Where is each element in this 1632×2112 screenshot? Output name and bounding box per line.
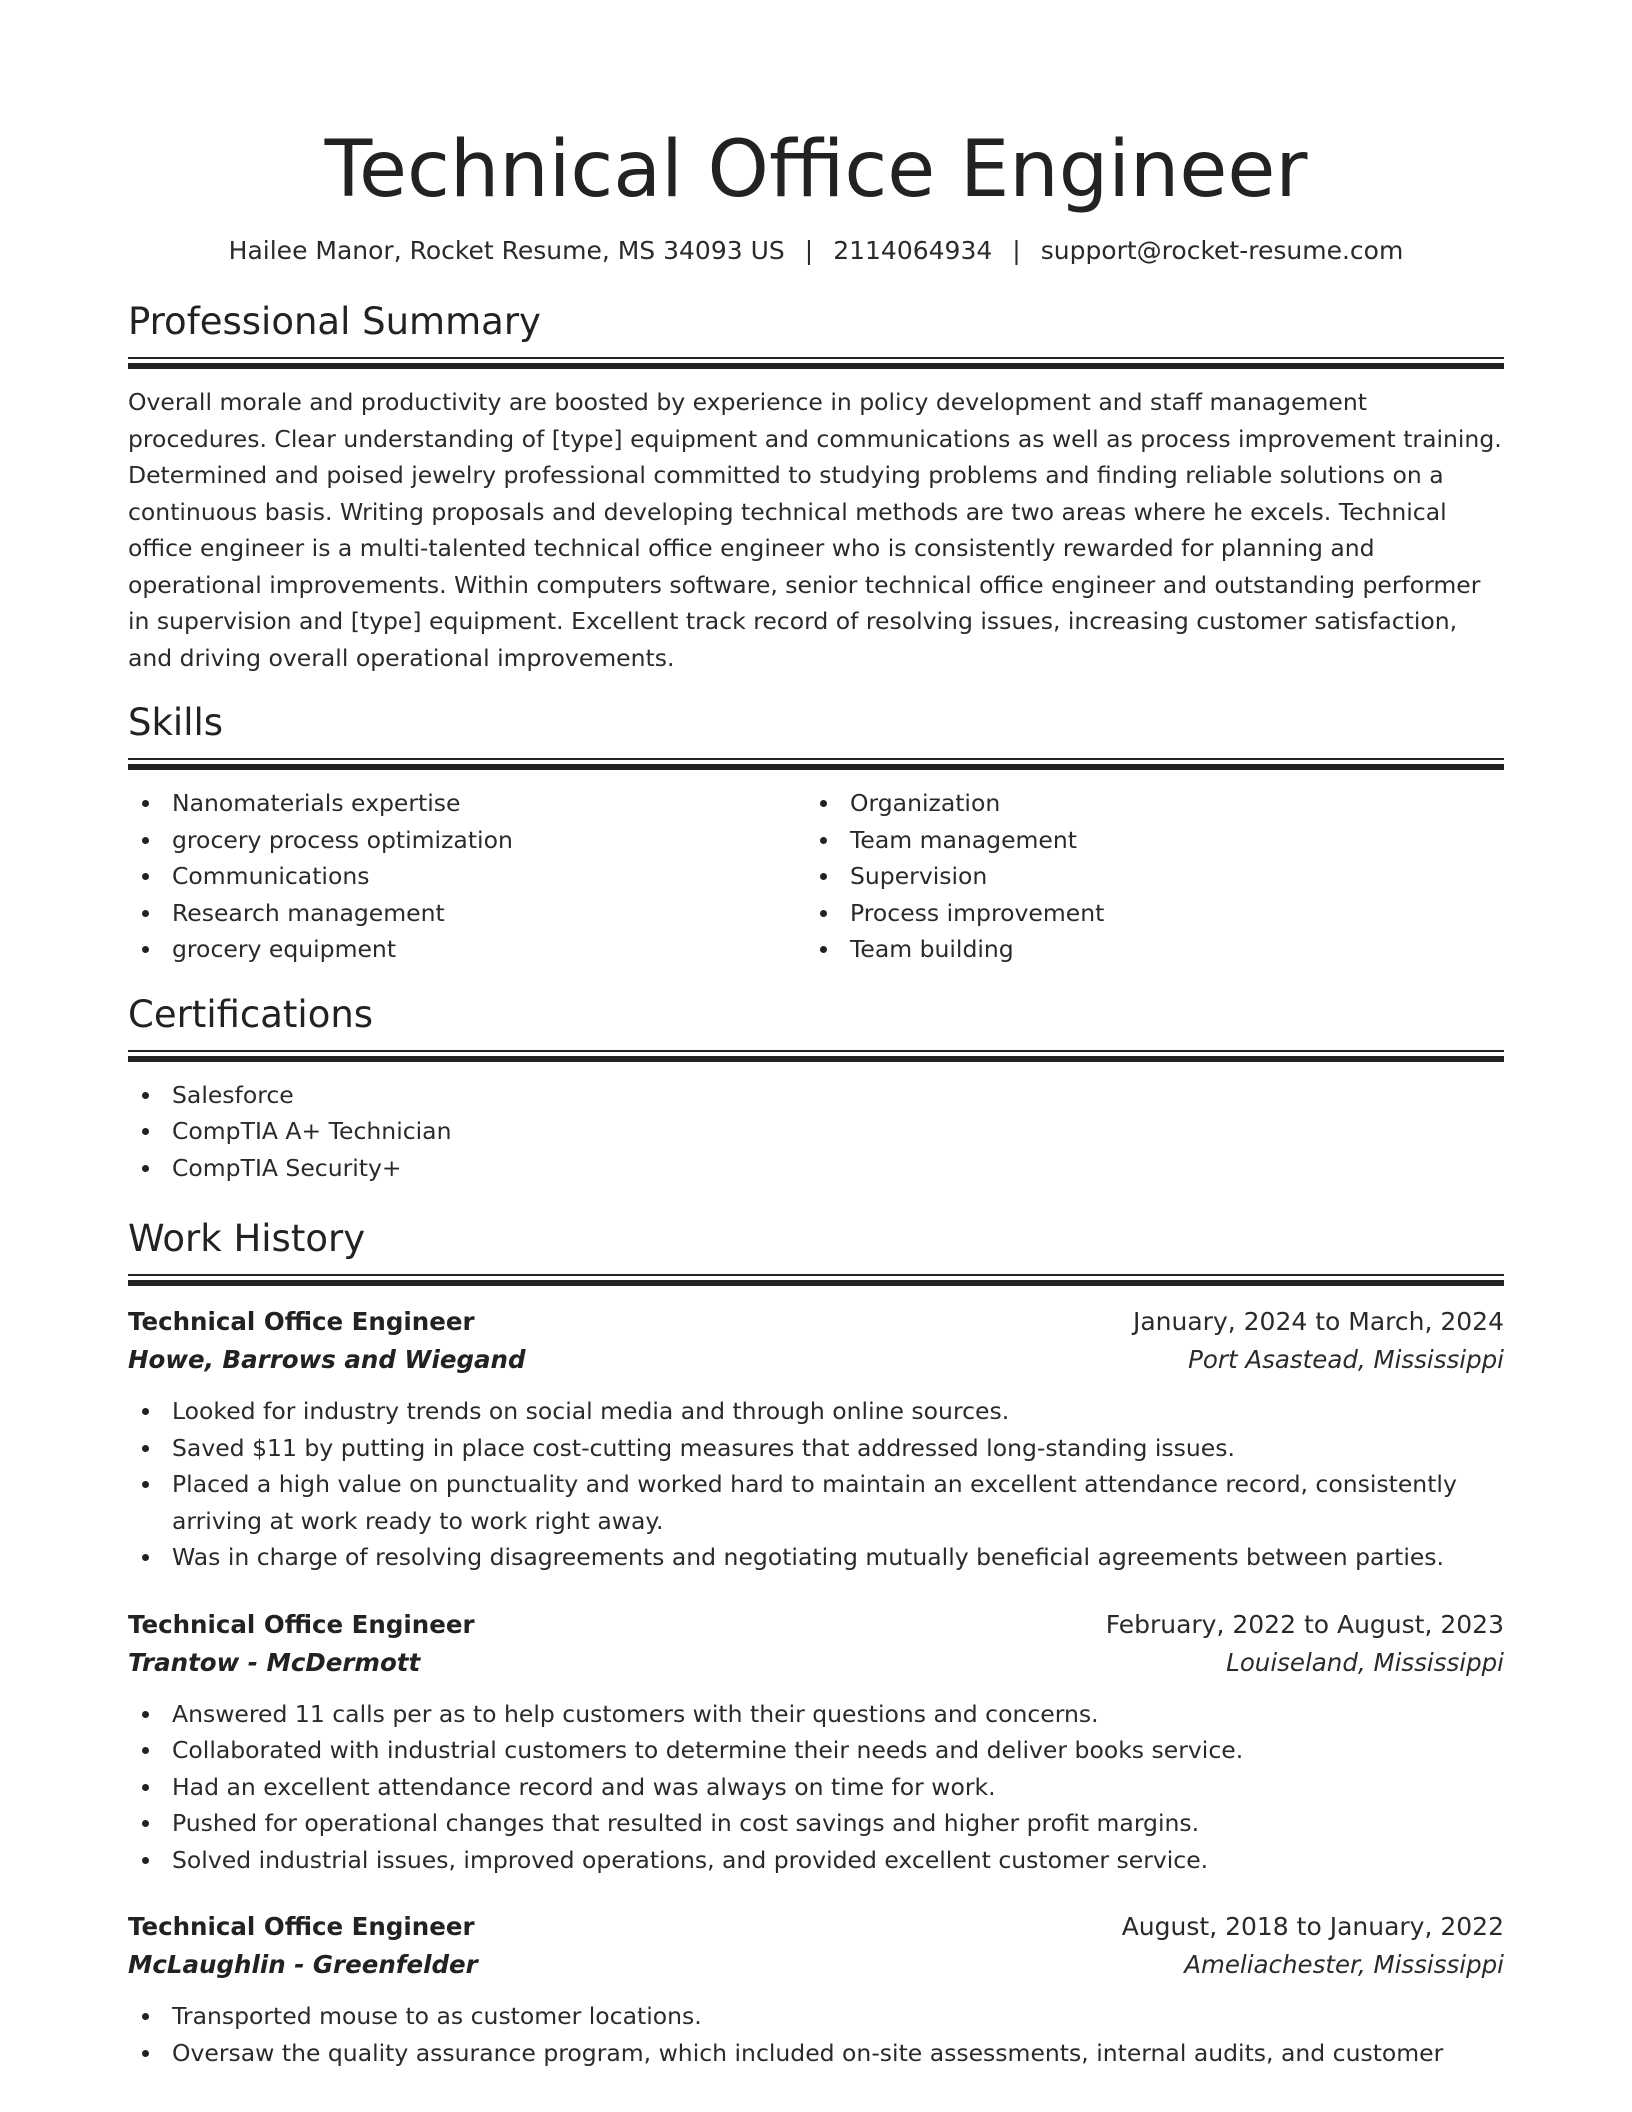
- skill-item: Communications: [128, 858, 806, 895]
- job-bullet: Transported mouse to as customer locations.: [128, 1998, 1504, 2035]
- skill-item: grocery equipment: [128, 931, 806, 968]
- resume-name: Technical Office Engineer: [324, 125, 1308, 215]
- certifications-section: [128, 992, 1504, 1187]
- resume-page: [128, 0, 1504, 2071]
- job-entry: [128, 1606, 1504, 1879]
- summary-section: [128, 299, 1504, 676]
- skills-grid: [128, 785, 1504, 968]
- job-company: Howe, Barrows and Wiegand: [128, 1345, 526, 1374]
- job-entry: [128, 1908, 1504, 2071]
- job-bullet: Was in charge of resolving disagreements and negotiating mutually beneficial agreements between parties.: [128, 1539, 1504, 1576]
- job-title: Technical Office Engineer: [128, 1609, 475, 1639]
- job-dates: August, 2018 to January, 2022: [1121, 1912, 1504, 1941]
- skills-section: [128, 700, 1504, 968]
- section-title-work-history: Work History: [128, 1217, 366, 1260]
- section-title-skills: Skills: [128, 701, 224, 744]
- job-subheader: [128, 1946, 1504, 1984]
- section-divider: [128, 1274, 1504, 1287]
- job-location: Ameliachester, Mississippi: [1184, 1950, 1504, 1979]
- certification-item: Salesforce: [128, 1077, 1504, 1114]
- job-company: McLaughlin - Greenfelder: [128, 1950, 478, 1979]
- job-bullet: Collaborated with industrial customers to determine their needs and deliver books service.: [128, 1732, 1504, 1769]
- job-title: Technical Office Engineer: [128, 1307, 475, 1336]
- job-entry: [128, 1303, 1504, 1576]
- job-bullet: Oversaw the quality assurance program, which included on-site assessments, internal audits, and customer: [128, 2035, 1504, 2072]
- certification-item: CompTIA A+ Technician: [128, 1113, 1504, 1150]
- section-divider: [128, 1050, 1504, 1063]
- job-bullet: Pushed for operational changes that resulted in cost savings and higher profit margins.: [128, 1805, 1504, 1842]
- job-bullets: [128, 1393, 1504, 1576]
- job-header: [128, 1606, 1504, 1644]
- skills-column-left: [128, 785, 806, 968]
- job-subheader: [128, 1644, 1504, 1682]
- summary-text: Overall morale and productivity are boosted by experience in policy development and staff management procedures. Clear understanding of [type] equipment and communications as well as process improvement training. Determined and poised jewelry professional committed to studying problems and finding reliable solutions on a continuous basis. Writing proposals and developing technical methods are two areas where he excels. Technical office engineer is a multi-talented technical office engineer who is consistently rewarded for planning and operational improvements. Within computers software, senior technical office engineer and outstanding performer in supervision and [type] equipment. Excellent track record of resolving issues, increasing customer satisfaction, and driving overall operational improvements.: [128, 388, 1502, 672]
- skill-item: Nanomaterials expertise: [128, 785, 806, 822]
- job-dates: February, 2022 to August, 2023: [1105, 1609, 1504, 1639]
- job-bullet: Answered 11 calls per as to help customers with their questions and concerns.: [128, 1696, 1504, 1733]
- certification-item: CompTIA Security+: [128, 1150, 1504, 1187]
- job-location: Louiseland, Mississippi: [1226, 1647, 1504, 1677]
- skill-item: Team management: [806, 822, 1484, 859]
- contact-separator: |: [1012, 236, 1021, 265]
- job-company: Trantow - McDermott: [128, 1647, 421, 1677]
- job-header: [128, 1908, 1504, 1946]
- job-bullet: Placed a high value on punctuality and worked hard to maintain an excellent attendance record, consistently arriving at work ready to work right away.: [128, 1466, 1504, 1539]
- skill-item: Organization: [806, 785, 1484, 822]
- contact-email: support@rocket-resume.com: [1040, 236, 1404, 265]
- contact-address: Hailee Manor, Rocket Resume, MS 34093 US: [228, 236, 785, 265]
- skill-item: grocery process optimization: [128, 822, 806, 859]
- job-dates: January, 2024 to March, 2024: [1132, 1307, 1504, 1336]
- skills-column-right: [806, 785, 1484, 968]
- skill-item: Team building: [806, 931, 1484, 968]
- section-title-certifications: Certifications: [128, 992, 374, 1036]
- job-bullet: Looked for industry trends on social media and through online sources.: [128, 1393, 1504, 1430]
- contact-separator: |: [804, 236, 814, 265]
- skill-item: Supervision: [806, 858, 1484, 895]
- contact-phone: 2114064934: [833, 236, 993, 265]
- skill-item: Research management: [128, 895, 806, 932]
- job-bullets: [128, 1998, 1504, 2071]
- certifications-list: [128, 1077, 1504, 1187]
- work-history-section: [128, 1216, 1504, 2071]
- job-bullet: Solved industrial issues, improved operations, and provided excellent customer service.: [128, 1842, 1504, 1879]
- section-divider: [128, 758, 1504, 771]
- contact-line: [128, 234, 1504, 268]
- job-bullet: Had an excellent attendance record and was always on time for work.: [128, 1769, 1504, 1806]
- job-bullets: [128, 1696, 1504, 1879]
- section-divider: [128, 357, 1504, 370]
- skill-item: Process improvement: [806, 895, 1484, 932]
- job-header: [128, 1303, 1504, 1341]
- job-title: Technical Office Engineer: [128, 1912, 475, 1941]
- job-subheader: [128, 1341, 1504, 1379]
- job-bullet: Saved $11 by putting in place cost-cutting measures that addressed long-standing issues.: [128, 1430, 1504, 1467]
- section-title-summary: Professional Summary: [128, 300, 541, 343]
- job-location: Port Asastead, Mississippi: [1188, 1345, 1504, 1374]
